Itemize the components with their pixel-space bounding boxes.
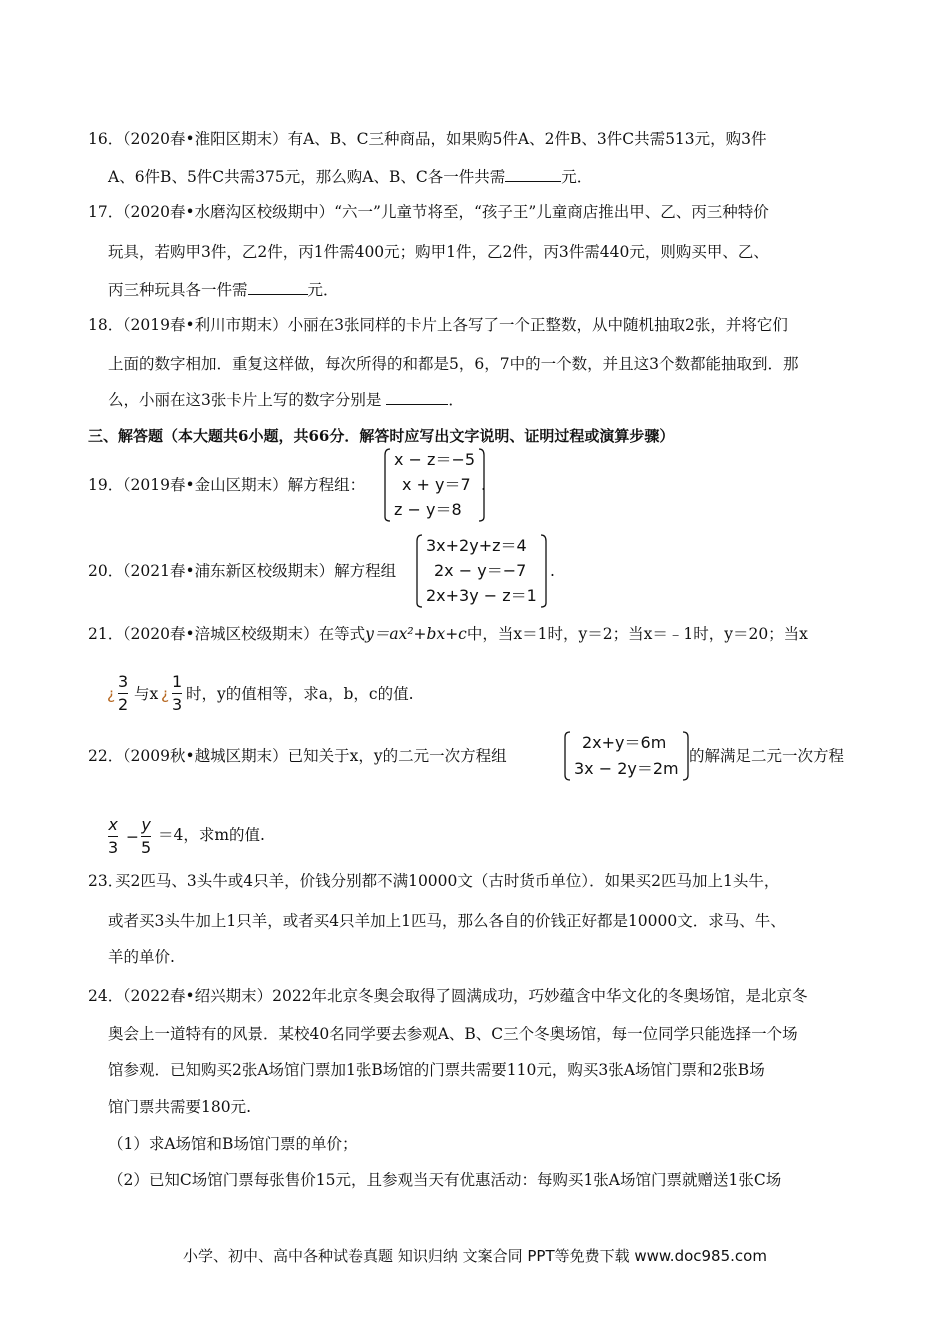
q24-line1: （2022春•绍兴期末）2022年北京冬奥会取得了圆满成功，巧妙蕴含中华文化的冬奥场馆，是北京冬 (115, 987, 808, 1005)
q21-number: 21． (88, 625, 124, 643)
q17-line3-end: 元． (307, 281, 339, 299)
q17-line2: 玩具，若购甲3件，乙2件，丙1件需400元；购甲1件，乙2件，丙3件需440元，则购买甲、乙、 (108, 243, 769, 261)
q22-left-brace (562, 730, 572, 782)
q21-frac1-num: 3 (118, 672, 129, 691)
q22-tail: ＝4，求m的值. (158, 826, 265, 844)
q22-text2: 的解满足二元一次方程 (689, 747, 845, 765)
q19-equation-system (382, 447, 487, 523)
q22-minus: − (126, 828, 139, 846)
q23-line3: 羊的单价. (108, 948, 175, 966)
q22-fraction-y-5 (141, 815, 151, 858)
q24-sub2: （2）已知C场馆门票每张售价15元，且参观当天有优惠活动：每购买1张A场馆门票就赠送1张C场 (108, 1171, 782, 1189)
q21-line1-a: （2020春•涪城区校级期末）在等式 (115, 625, 366, 643)
q22-text1: （2009秋•越城区期末）已知关于x，y的二元一次方程组 (115, 747, 507, 765)
q18-line1: （2019春•利川市期末）小丽在3张同样的卡片上各写了一个正整数，从中随机抽取2张，并将它们 (115, 316, 788, 334)
q21-fraction-1-3 (172, 672, 182, 715)
q23-number: 23． (88, 872, 124, 890)
q21-frac1-den: 2 (118, 695, 129, 714)
q22-number: 22． (88, 747, 124, 765)
q20-eq-1: 3x+2y+z＝4 (426, 535, 527, 555)
q19-eq-2: x + y＝7 (402, 474, 471, 494)
q21-frac1-bar (118, 693, 128, 694)
q19-end: . (481, 476, 486, 494)
q21-fraction-3-2 (118, 672, 128, 715)
q16-line1: （2020春•淮阳区期末）有A、B、C三种商品，如果购5件A、2件B、3件C共需513元，购3件 (115, 130, 767, 148)
q19-equations (392, 447, 477, 523)
q21-glyph-2: ¿ (161, 685, 170, 703)
q17-line3-text: 丙三种玩具各一件需 (108, 281, 248, 299)
q23-line1: 买2匹马、3头牛或4只羊，价钱分别都不满10000文（古时货币单位）．如果买2匹马加上1头牛， (115, 872, 780, 890)
q20-equation-system (414, 533, 549, 609)
q21-line2-end: 时，y的值相等，求a，b，c的值. (186, 685, 414, 703)
q19-text: （2019春•金山区期末）解方程组： (115, 476, 366, 494)
q22-equation-system (562, 730, 691, 782)
q21-equation: y＝ax²+bx+c (365, 625, 467, 643)
q17-line1: （2020春•水磨沟区校级期中）“六一”儿童节将至，“孩子王”儿童商店推出甲、乙、丙三种特价 (115, 203, 769, 221)
q21-glyph-1: ¿ (107, 685, 116, 703)
q24-number: 24． (88, 987, 124, 1005)
q16-line2-text: A、6件B、5件C共需375元，那么购A、B、C各一件共需 (108, 168, 506, 186)
q21-frac2-den: 3 (172, 695, 183, 714)
q24-line4: 馆门票共需要180元. (108, 1098, 252, 1116)
q16-answer-blank[interactable] (505, 167, 561, 182)
q19-left-brace (382, 447, 392, 523)
q16-number: 16． (88, 130, 124, 148)
q20-number: 20． (88, 562, 124, 580)
q20-eq-3: 2x+3y − z＝1 (426, 586, 537, 606)
q19-eq-1: x − z＝−5 (394, 449, 476, 469)
q22-frac1-den: 3 (108, 838, 119, 857)
q22-eq-2: 3x − 2y＝2m (574, 759, 679, 778)
q22-eq-1: 2x+y＝6m (582, 733, 667, 752)
q22-fraction-x-3 (108, 815, 118, 858)
q24-line3: 馆参观．已知购买2张A场馆门票加1张B场馆的门票共需要110元，购买3张A场馆门票和2张B场 (108, 1061, 765, 1079)
q22-frac1-num: x (108, 815, 118, 834)
q22-frac1-bar (108, 836, 118, 837)
page-footer: 小学、初中、高中各种试卷真题 知识归纳 文案合同 PPT等免费下载 www.doc985.com (183, 1247, 767, 1265)
q18-number: 18． (88, 316, 124, 334)
q20-right-brace (539, 533, 549, 609)
q22-frac2-bar (141, 836, 151, 837)
q19-eq-3: z − y＝8 (394, 500, 462, 520)
q20-eq-2: 2x − y＝−7 (434, 560, 527, 580)
q16-line2-end: 元． (561, 168, 593, 186)
q21-frac2-num: 1 (172, 672, 183, 691)
q16-line2 (108, 167, 592, 187)
q22-frac2-den: 5 (141, 838, 152, 857)
q22-frac2-num: y (141, 815, 151, 834)
q18-line3-text: 么，小丽在这3张卡片上写的数字分别是 (108, 391, 382, 409)
q19-number: 19． (88, 476, 124, 494)
q22-equations (572, 730, 681, 782)
q18-answer-blank[interactable] (386, 390, 448, 405)
q20-left-brace (414, 533, 424, 609)
q17-line3 (108, 280, 339, 300)
q17-answer-blank[interactable] (248, 280, 308, 295)
section-3-heading: 三、解答题（本大题共6小题，共66分．解答时应写出文字说明、证明过程或演算步骤） (88, 427, 675, 445)
q20-end: . (550, 562, 555, 580)
q20-equations (424, 533, 539, 609)
q17-number: 17． (88, 203, 124, 221)
q18-line2: 上面的数字相加．重复这样做，每次所得的和都是5，6，7中的一个数，并且这3个数都能抽取到．那 (108, 355, 799, 373)
q21-line1-c: 中，当x＝1时，y＝2；当x＝﹣1时，y＝20；当x (466, 625, 808, 643)
q20-text: （2021春•浦东新区校级期末）解方程组 (115, 562, 397, 580)
q24-line2: 奥会上一道特有的风景．某校40名同学要去参观A、B、C三个冬奥场馆，每一位同学只能选择一个场 (108, 1025, 798, 1043)
q24-sub1: （1）求A场馆和B场馆门票的单价； (108, 1135, 358, 1153)
q18-line3 (108, 390, 464, 410)
q21-mid: 与x (134, 685, 159, 703)
q23-line2: 或者买3头牛加上1只羊，或者买4只羊加上1匹马，那么各自的价钱正好都是10000文．求马、牛、 (108, 912, 786, 930)
q21-line1 (115, 624, 808, 644)
q21-frac2-bar (172, 693, 182, 694)
q18-line3-end: ． (448, 391, 464, 409)
